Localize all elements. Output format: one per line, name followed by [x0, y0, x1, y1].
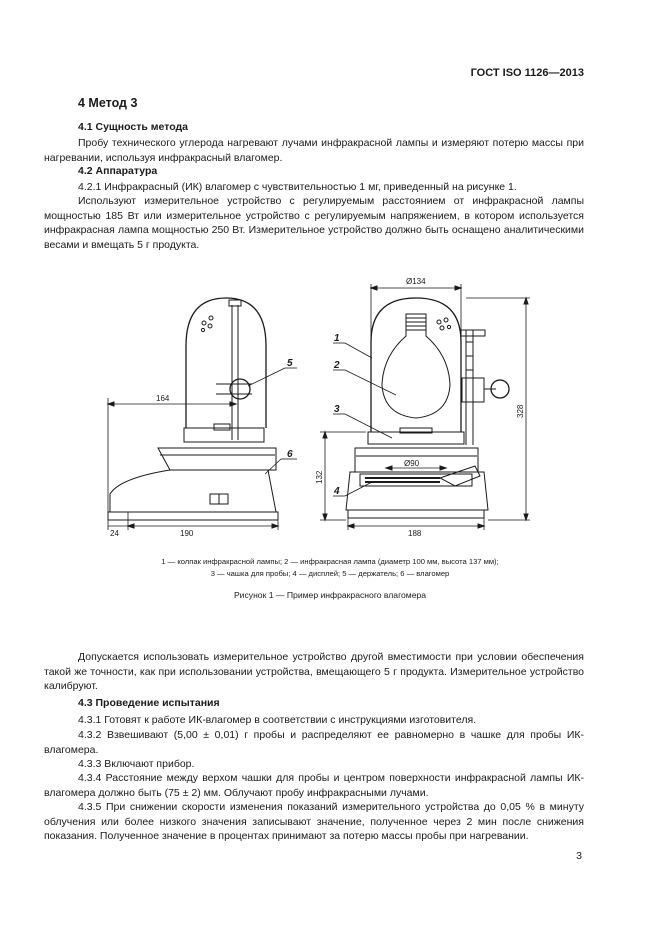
legend-line-2: 3 — чашка для пробы; 4 — дисплей; 5 — держатель; 6 — влагомер [210, 569, 450, 578]
paragraph-4-1-text: Пробу технического углерода нагревают лучами инфракрасной лампы и измеряют потерю массы при нагревании, используя инфракрасный влагомер. [44, 137, 584, 164]
paragraph-4-3-1 [44, 713, 584, 728]
dim-diameter-90: Ø90 [404, 459, 420, 468]
dim-diameter-134: Ø134 [406, 277, 426, 286]
paragraph-after-figure [44, 650, 584, 694]
dim-24: 24 [110, 529, 119, 538]
callout-4: 4 [334, 486, 340, 497]
callout-2: 2 [334, 360, 340, 371]
paragraph-4-3-3 [44, 757, 584, 772]
figure-legend [40, 556, 620, 580]
paragraph-4-3-4 [44, 771, 584, 800]
paragraph-4-2-1-cont-text: Используют измерительное устройство с регулируемым расстоянием от инфракрасной лампы мощностью 185 Вт или измерительное устройство с регулируемым напряжением, в котором используется инфракрасная лампа мощностью 250 Вт. Измерительное устройство должно быть оснащено аналитическими весами и вмещать 5 г продукта. [44, 195, 584, 251]
dim-190: 190 [180, 529, 194, 538]
callout-3: 3 [334, 404, 340, 415]
subsection-title-4-2: 4.2 Аппаратура [78, 165, 158, 177]
dim-132: 132 [315, 470, 324, 484]
dim-164: 164 [156, 394, 170, 403]
section-title: 4 Метод 3 [78, 96, 138, 110]
side-view-drawing [108, 298, 297, 530]
front-view-drawing [320, 284, 530, 530]
paragraph-4-3-3-text: 4.3.3 Включают прибор. [78, 758, 195, 770]
callout-1: 1 [334, 333, 340, 344]
subsection-title-4-1: 4.1 Сущность метода [78, 121, 189, 133]
legend-line-1: 1 — колпак инфракрасной лампы; 2 — инфракрасная лампа (диаметр 100 мм, высота 137 мм); [161, 557, 499, 566]
callout-5: 5 [287, 358, 293, 369]
subsection-title-4-3: 4.3 Проведение испытания [78, 697, 220, 709]
paragraph-after-figure-text: Допускается использовать измерительное устройство другой вместимости при условии обеспечения такой же точности, как при использовании устройства, вмещающего 5 г продукта. Измерительное устройство калибруют. [44, 651, 584, 693]
document-header: ГОСТ ISO 1126—2013 [470, 67, 584, 79]
paragraph-4-3-2-text: 4.3.2 Взвешивают (5,00 ± 0,01) г пробы и распределяют ее равномерно в чашке для пробы ИК-влагомера. [44, 729, 584, 756]
paragraph-4-3-4-text: 4.3.4 Расстояние между верхом чашки для пробы и центром поверхности инфракрасной лампы ИК-влагомера должно быть (75 ± 2) мм. Облучают пробу инфракрасными лучами. [44, 772, 584, 799]
paragraph-4-3-5-text: 4.3.5 При снижении скорости изменения показаний измерительного устройства до 0,05 % в минуту облучения или более низкого значения записывают значение, полученное через 2 мин после снижения показания. Полученное значение в процентах принимают за потерю массы пробы при нагревании. [44, 801, 584, 843]
page-number: 3 [576, 850, 582, 862]
paragraph-4-3-1-text: 4.3.1 Готовят к работе ИК-влагомер в соответствии с инструкциями изготовителя. [78, 714, 477, 726]
paragraph-4-2-1-text: 4.2.1 Инфракрасный (ИК) влагомер с чувствительностью 1 мг, приведенный на рисунке 1. [78, 181, 517, 193]
dim-188: 188 [408, 529, 422, 538]
paragraph-4-3-5 [44, 800, 584, 844]
paragraph-4-3-2 [44, 728, 584, 757]
callout-6: 6 [287, 449, 293, 460]
dim-328: 328 [516, 404, 525, 418]
figure-caption: Рисунок 1 — Пример инфракрасного влагомера [233, 590, 427, 600]
